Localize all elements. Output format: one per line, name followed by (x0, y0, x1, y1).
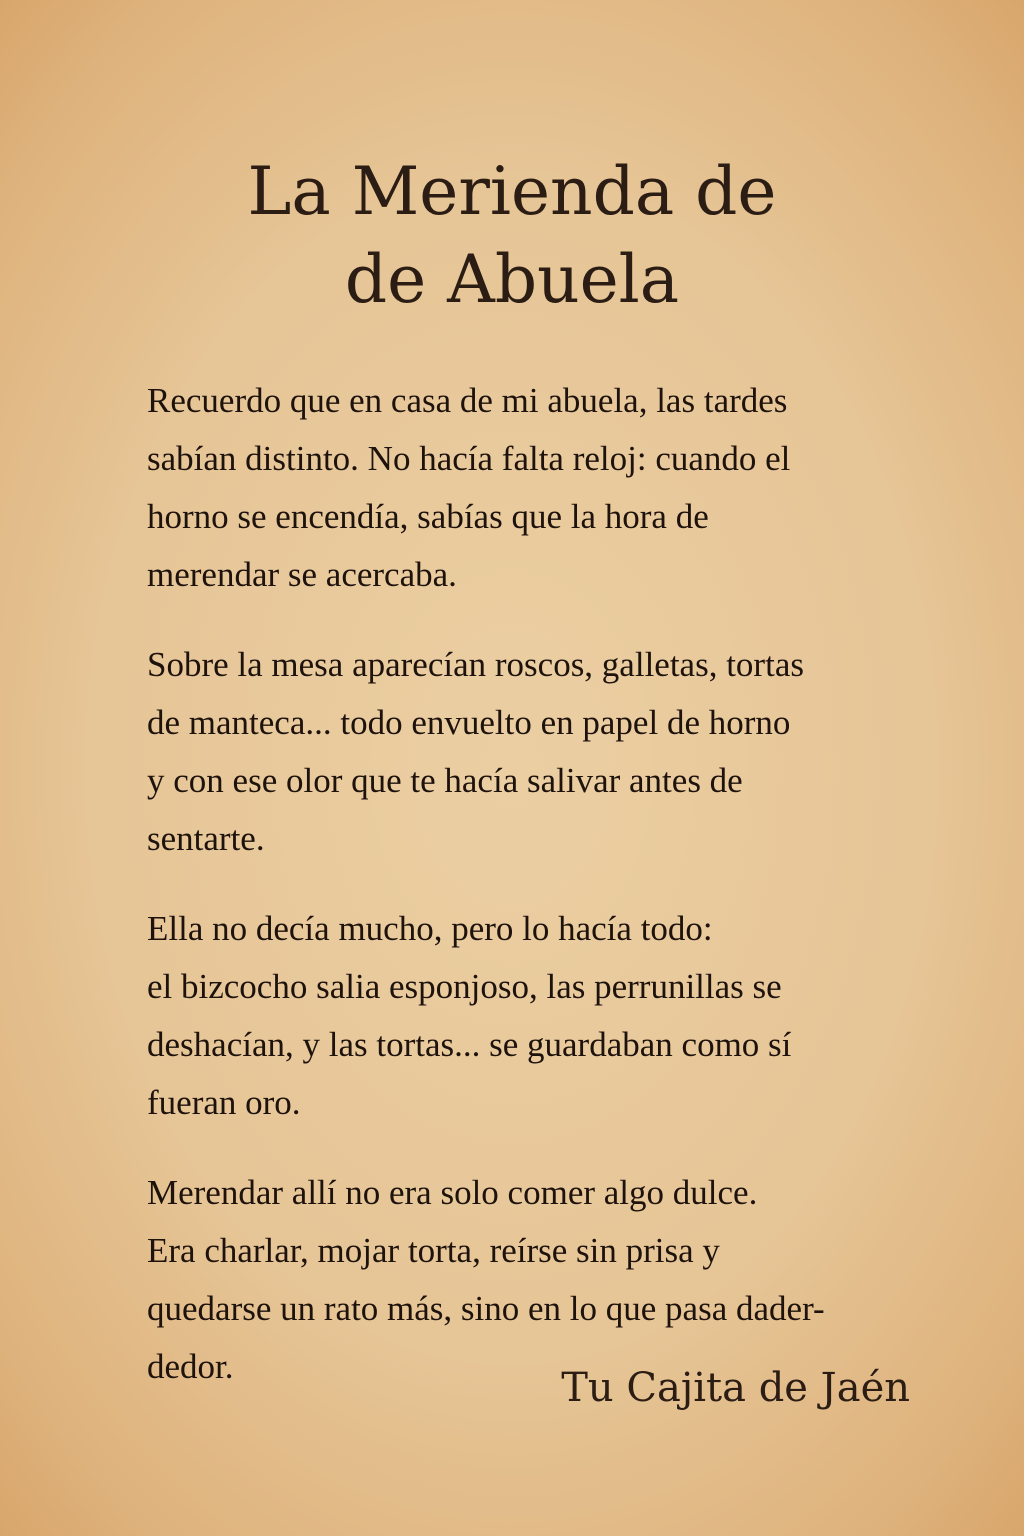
paragraph-2 (147, 636, 947, 868)
text-line: horno se encendía, sabías que la hora de (147, 497, 709, 536)
story-body (147, 372, 947, 1428)
signature: Tu Cajita de Jaén (561, 1365, 910, 1411)
text-line: Era charlar, mojar torta, reírse sin prisa y (147, 1231, 720, 1270)
text-line: fueran oro. (147, 1083, 301, 1122)
title-line-2: de Abuela (344, 241, 680, 318)
paragraph-1 (147, 372, 947, 604)
text-line: Ella no decía mucho, pero lo hacía todo: (147, 909, 713, 948)
text-line: de manteca... todo envuelto en papel de horno (147, 703, 791, 742)
text-line: deshacían, y las tortas... se guardaban como sí (147, 1025, 792, 1064)
text-line: sabían distinto. No hacía falta reloj: cuando el (147, 439, 791, 478)
text-line: sentarte. (147, 819, 265, 858)
text-line: dedor. (147, 1347, 234, 1386)
text-line: merendar se acercaba. (147, 555, 457, 594)
text-line: y con ese olor que te hacía salivar antes de (147, 761, 743, 800)
text-line: Sobre la mesa aparecían roscos, galletas, tortas (147, 645, 804, 684)
text-line: Merendar allí no era solo comer algo dulce. (147, 1173, 758, 1212)
text-line: quedarse un rato más, sino en lo que pasa dader- (147, 1289, 825, 1328)
title-line-1: La Merienda de (247, 153, 777, 230)
text-line: Recuerdo que en casa de mi abuela, las tardes (147, 381, 788, 420)
paragraph-3 (147, 900, 947, 1132)
page-title (0, 148, 1024, 324)
text-line: el bizcocho salia esponjoso, las perrunillas se (147, 967, 782, 1006)
